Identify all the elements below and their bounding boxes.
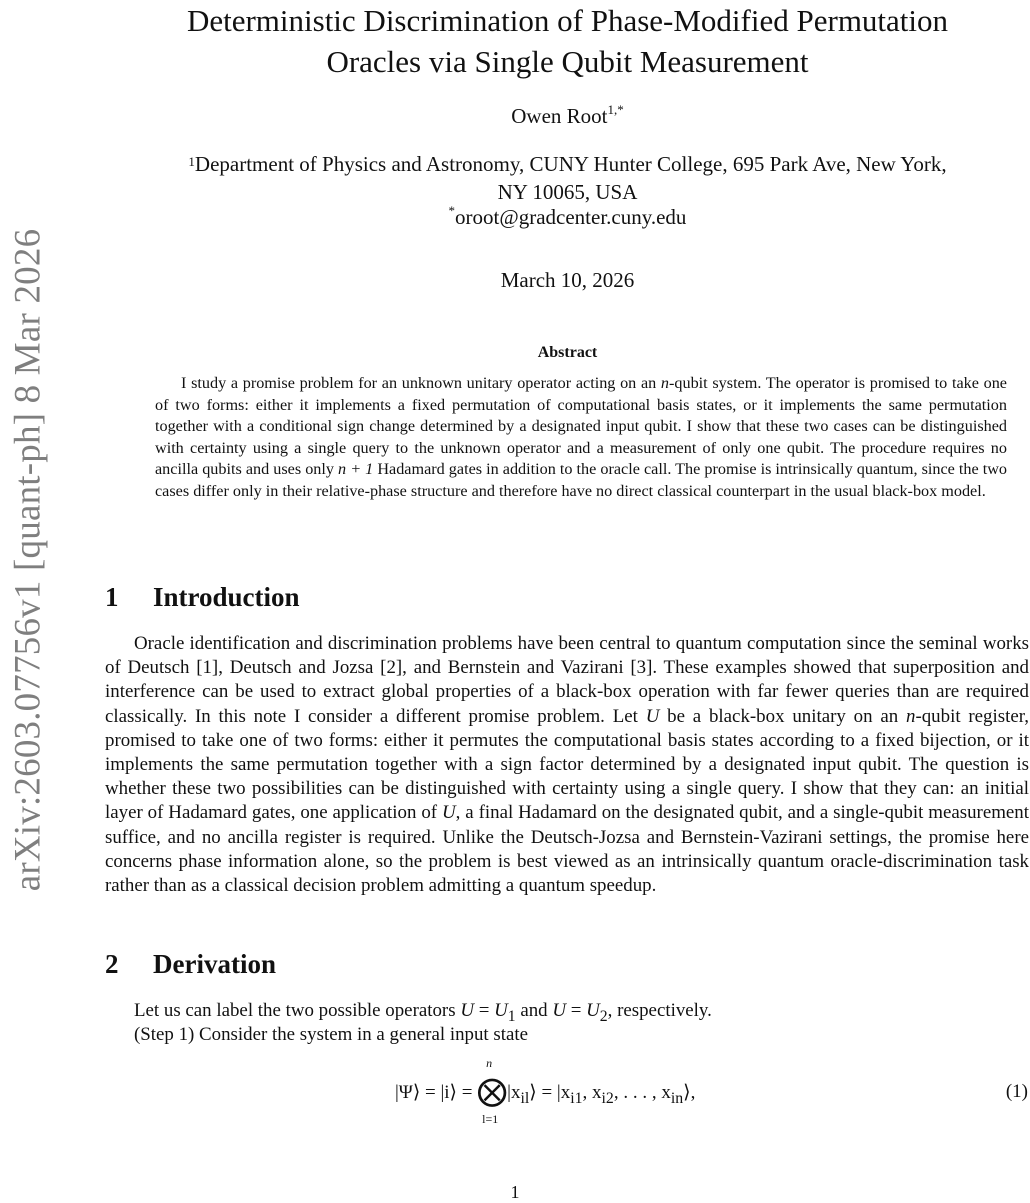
derivation-line-2: (Step 1) Consider the system in a general input state — [134, 1024, 528, 1045]
section-1-heading — [105, 582, 300, 613]
section-1-number: 1 — [105, 582, 119, 612]
author-marks: 1,* — [607, 102, 624, 117]
title-line-2: Oracles via Single Qubit Measurement — [326, 44, 809, 79]
section-2-heading — [105, 949, 276, 980]
equation-1 — [395, 1055, 795, 1132]
date: March 10, 2026 — [500, 268, 635, 292]
title-line-1: Deterministic Discrimination of Phase-Modified Permutation — [186, 3, 949, 38]
affiliation — [105, 150, 1030, 206]
section-2-title: Derivation — [153, 949, 276, 979]
introduction-paragraph: Oracle identification and discrimination problems have been central to quantum computation since the seminal works of Deutsch [1], Deutsch and Jozsa [2], and Bernstein and Vazirani [3]. These examples showed that superposition and interference can be used to extract global properties of a black-box operation with far fewer queries than are required classically. In this note I consider a different promise problem. Let U be a black-box unitary on an n-qubit register, promised to take one of two forms: either it permutes the computational basis states according to a fixed bijection, or it implements the same permutation together with a sign factor determined by a designated input qubit. The question is whether these two possibilities can be distinguished with certainty using a single query. I show that they can: an initial layer of Hadamard gates, one application of U, a final Hadamard on the designated qubit, and a single-qubit measurement suffice, and no ancilla register is required. Unlike the Deutsch-Jozsa and Bernstein-Vazirani settings, the promise here concerns phase information alone, so the problem is best viewed as an intrinsically quantum oracle-discrimination task rather than as a classical decision problem admitting a quantum speedup. — [105, 633, 1029, 897]
abstract-heading: Abstract — [537, 344, 598, 361]
author — [105, 104, 1030, 129]
affiliation-line-2: NY 10065, USA — [497, 180, 638, 204]
hat-u-symbol: U — [442, 802, 456, 824]
author-name: Owen Root — [511, 104, 608, 128]
section-2-number: 2 — [105, 949, 119, 979]
derivation-line-1: Let us can label the two possible operators $U = U_1$ and $U = U_2$, respectively. — [134, 1000, 712, 1025]
arxiv-watermark: arXiv:2603.07756v1 [quant-ph] 8 Mar 2026 — [7, 228, 49, 892]
email-mark: * — [448, 203, 456, 218]
email-address: oroot@gradcenter.cuny.edu — [455, 205, 687, 229]
hat-u-symbol: U — [645, 705, 660, 727]
affiliation-mark: 1 — [188, 154, 195, 169]
page-number: 1 — [510, 1182, 520, 1202]
tensor-product-symbol: n ⨂ l=1 — [477, 1055, 508, 1126]
paper-title — [105, 0, 1030, 82]
section-1-title: Introduction — [153, 582, 300, 612]
abstract-body: I study a promise problem for an unknown unitary operator acting on an n-qubit system. The operator is promised to take one of two forms: either it implements a fixed permutation of computational basis states, or it implements the same permutation together with a conditional sign change determined by a designated input qubit. I show that these two cases can be distinguished with certainty using a single query to the unknown operator and a measurement of only one qubit. The procedure requires no ancilla qubits and uses only n + 1 Hadamard gates in addition to the oracle call. The promise is intrinsically quantum, since the two cases differ only in their relative-phase structure and therefore have no direct classical counterpart in the usual black-box model. — [155, 374, 1007, 500]
equation-1-body: |Ψ⟩ = |i⟩ = n ⨂ l=1 $|x_{il}⟩ = |x_{i1}$, $x_{i2}$, . . . , $x_{in}⟩$, — [395, 1055, 696, 1126]
affiliation-line-1: Department of Physics and Astronomy, CUNY Hunter College, 695 Park Ave, New York, — [194, 152, 947, 176]
email — [105, 205, 1030, 230]
equation-number: (1) — [1005, 1081, 1028, 1102]
